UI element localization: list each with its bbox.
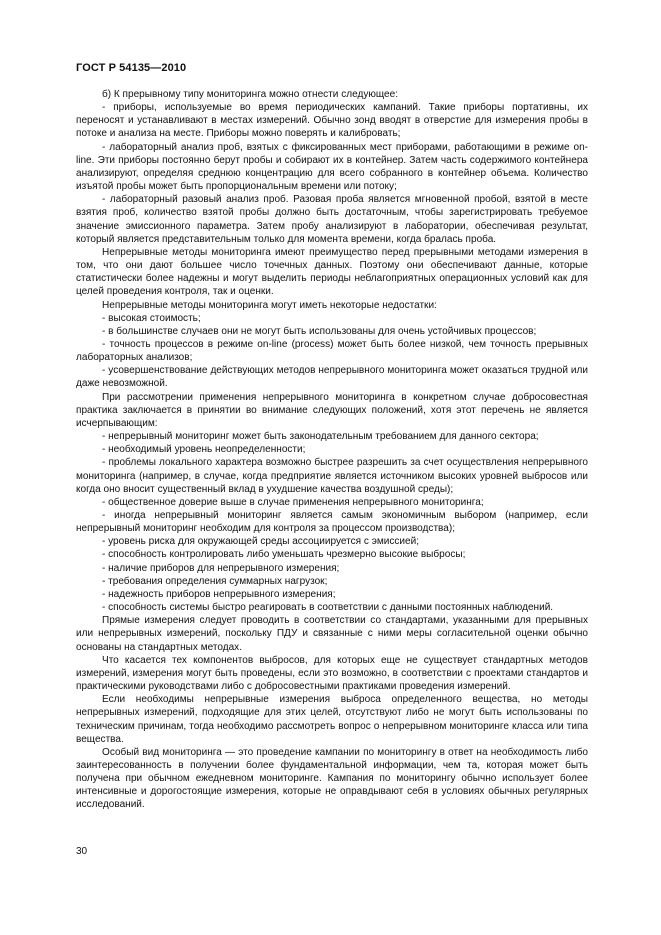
paragraph: - требования определения суммарных нагрузок; xyxy=(102,575,328,587)
paragraph: - способность контролировать либо уменьшать чрезмерно высокие выбросы; xyxy=(102,549,466,561)
paragraph: - иногда непрерывный мониторинг является самым экономичным выбором (например, если непрерывный мониторинг необходим для контроля за процессом производства); xyxy=(76,510,588,535)
paragraph: Если необходимы непрерывные измерения выброса определенного вещества, но методы непрерывных измерений, подходящие для этих целей, отсутствуют либо не могут быть использованы по техническим причинам, тогда необходимо рассмотреть вопрос о непрерывном мониторинге класса или типа вещества. xyxy=(76,694,588,745)
paragraph: - точность процессов в режиме on-line (process) может быть более низкой, чем точность прерывных лабораторных анализов; xyxy=(76,338,588,364)
paragraph: - общественное доверие выше в случае применения непрерывного мониторинга; xyxy=(102,496,484,508)
paragraph: - в большинстве случаев они не могут быть использованы для очень устойчивых процессов; xyxy=(102,325,537,337)
paragraph: Непрерывные методы мониторинга могут иметь некоторые недостатки: xyxy=(102,299,437,311)
paragraph: - усовершенствование действующих методов непрерывного мониторинга может оказаться трудной или даже невозможной. xyxy=(76,365,588,390)
document-header: ГОСТ Р 54135—2010 xyxy=(76,62,187,74)
body-text xyxy=(76,88,588,812)
paragraph: - наличие приборов для непрерывного измерения; xyxy=(102,562,340,574)
paragraph: Особый вид мониторинга — это проведение кампании по мониторингу в ответ на необходимость либо заинтересованность в получении более фундаментальной информации, чем та, которая может быть получена при обычном ежедневном мониторинге. Кампания по мониторингу обычно использует более интенсивные и дорогостоящие измерения, которые не оправдывают себя в условиях обычных регулярных исследований. xyxy=(76,746,588,811)
paragraph: - проблемы локального характера возможно быстрее разрешить за счет осуществления непрерывного мониторинга (например, в случае, когда предприятие является источником высоких уровней выбросов или когда оно вносит существенный вклад в ухудшение качества воздушной среды); xyxy=(76,457,588,495)
paragraph: - лабораторный разовый анализ проб. Разовая проба является мгновенной пробой, взятой в месте взятия проб, количество взятой пробы должно быть достаточным, чтобы зарегистрировать требуемое значение эмиссионного параметра. Затем пробу анализируют в лаборатории, обеспечивая результат, который является представительным только для момента времени, когда бралась проба. xyxy=(76,194,588,245)
paragraph: - непрерывный мониторинг может быть законодательным требованием для данного сектора; xyxy=(102,431,539,443)
paragraph: - приборы, используемые во время периодических кампаний. Такие приборы портативны, их переносят и устанавливают в местах измерений. Обычно зонд вводят в отверстие для измерения пробы в потоке и анализа на месте. Приборы можно поверять и калибровать; xyxy=(76,102,588,140)
page-number: 30 xyxy=(76,846,88,857)
paragraph: - лабораторный анализ проб, взятых с фиксированных мест приборами, работающими в режиме on-line. Эти приборы постоянно берут пробы и собирают их в контейнер. Затем часть содержимого контейнера анализируют, определяя среднюю концентрацию для всего собранного в контейнер объема. Количество изъятой пробы может быть пропорциональным времени или потоку; xyxy=(76,141,588,193)
paragraph: - высокая стоимость; xyxy=(102,312,201,324)
paragraph: При рассмотрении применения непрерывного мониторинга в конкретном случае добросовестная практика заключается в принятии во внимание следующих положений, хотя этот перечень не является исчерпывающим: xyxy=(76,391,588,429)
paragraph: - уровень риска для окружающей среды ассоциируется с эмиссией; xyxy=(102,536,420,548)
paragraph: Прямые измерения следует проводить в соответствии со стандартами, указанными для прерывных или непрерывных измерений, поскольку ПДУ и связанные с ними меры согласительной оценки обычно основаны на стандартных методах. xyxy=(76,615,588,653)
paragraph: Что касается тех компонентов выбросов, для которых еще не существует стандартных методов измерений, измерения могут быть проведены, если это возможно, в соответствии с проектами стандартов и практическими руководствами либо с добросовестными практиками проведения измерений. xyxy=(76,654,588,693)
paragraph: б) К прерывному типу мониторинга можно отнести следующее: xyxy=(102,89,398,100)
paragraph: Непрерывные методы мониторинга имеют преимущество перед прерывными методами измерения в том, что они дают большее число точечных данных. Поэтому они обеспечивают данные, которые статистически более надежны и могут выделить периоды неблагоприятных операционных условий как для целей проведения контроля, так и оценки. xyxy=(76,246,588,298)
paragraph: - способность системы быстро реагировать в соответствии с данными постоянных наблюдений. xyxy=(102,602,554,614)
paragraph: - необходимый уровень неопределенности; xyxy=(102,444,306,456)
paragraph: - надежность приборов непрерывного измерения; xyxy=(102,588,336,600)
